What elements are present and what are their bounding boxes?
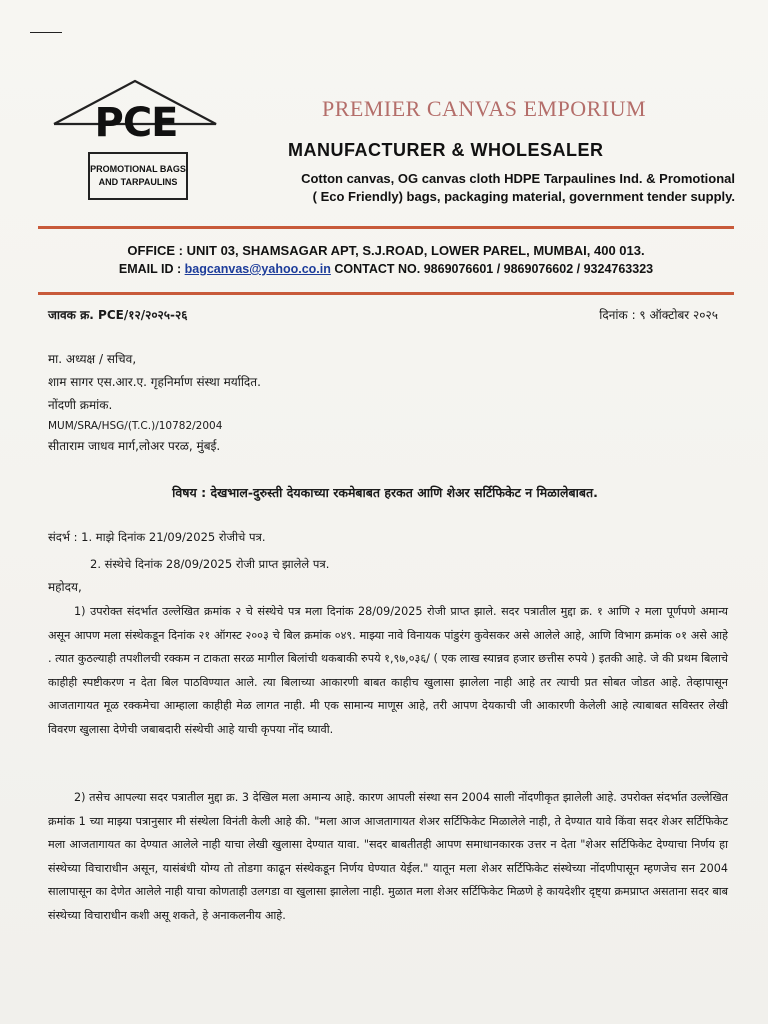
logo-box-line: AND TARPAULINS xyxy=(98,177,178,187)
page-mark xyxy=(30,32,62,33)
paragraph-text: 2) तसेच आपल्या सदर पत्रातील मुद्दा क्र. 3 देखिल मला अमान्य आहे. कारण आपली संस्था सन 2004 साली नोंदणीकृत झालेली आहे. उपरोक्त संदर्भात उल्लेखित क्रमांक 1 च्या माझ्या पत्रानुसार मी संस्थेला विनंती केली आहे की. "मला आज आजतागायत शेअर सर्टिफिकेट मिळालेले नाही, ते देण्यात यावे किंवा सदर शेअर सर्टिफिकेट मला आजतागायत का देण्यात आलेले नाही याचा लेखी खुलासा देण्यात यावा. "सदर बाबतीतही आपण समाधानकारक उत्तर न देता "शेअर सर्टिफिकेट देण्याचा निर्णय हा संस्थेच्या विचाराधीन असून, यासंबंधी योग्य तो तोडगा काढून संस्थेकडून निर्णय घेण्यात येईल." यातून मला शेअर सर्टिफिकेट संस्थेच्या नोंदणीपासून म्हणजेच सन 2004 सालापासून का देणेत आलेले नाही याचा कोणताही उलगडा वा खुलासा झालेला नाही. मुळात मला शेअर सर्टिफिकेट मिळणे हे कायदेशीर दृष्ट्या क्रमप्राप्त असताना सदर बाब संस्थेच्या विचाराधीन कशी असू शकते, हे अनाकलनीय आहे. xyxy=(48,791,728,922)
outward-ref-number: जावक क्र. PCE/१२/२०२५-२६ xyxy=(48,308,188,322)
header-divider xyxy=(38,292,734,295)
recipient-address xyxy=(48,348,261,458)
reference-item: 2. संस्थेचे दिनांक 28/09/2025 रोजी प्राप्त झालेले पत्र. xyxy=(90,557,330,571)
address-line: MUM/SRA/HSG/(T.C.)/10782/2004 xyxy=(48,420,223,432)
address-line: सीताराम जाधव मार्ग,लोअर परळ, मुंबई. xyxy=(48,439,221,453)
logo-box-line: PROMOTIONAL BAGS xyxy=(90,164,186,174)
logo-box xyxy=(88,152,188,200)
company-tagline: MANUFACTURER & WHOLESALER xyxy=(288,140,604,160)
company-name: PREMIER CANVAS EMPORIUM xyxy=(322,96,647,121)
description-line: ( Eco Friendly) bags, packaging material, government tender supply. xyxy=(312,189,735,204)
contact-line xyxy=(38,262,734,276)
description-line: Cotton canvas, OG canvas cloth HDPE Tarpaulines Ind. & Promotional xyxy=(301,171,735,186)
email-link[interactable]: bagcanvas@yahoo.co.in xyxy=(184,262,331,276)
logo-text: PCE xyxy=(94,100,178,146)
reference-item: संदर्भ : 1. माझे दिनांक 21/09/2025 रोजीचे पत्र. xyxy=(48,530,266,544)
address-line: शाम सागर एस.आर.ए. गृहनिर्माण संस्था मर्यादित. xyxy=(48,375,261,389)
letter-subject: विषय : देखभाल-दुरुस्ती देयकाच्या रकमेबाबत हरकत आणि शेअर सर्टिफिकेट न मिळालेबाबत. xyxy=(172,485,598,500)
salutation: महोदय, xyxy=(48,580,82,594)
letter-date: दिनांक : ९ ऑक्टोबर २०२५ xyxy=(599,308,718,322)
body-paragraph-2 xyxy=(48,786,728,927)
contact-numbers: CONTACT NO. 9869076601 / 9869076602 / 9324763323 xyxy=(330,262,654,276)
body-paragraph-1 xyxy=(48,600,728,741)
email-label: EMAIL ID : xyxy=(118,262,185,276)
references xyxy=(48,524,329,578)
address-line: मा. अध्यक्ष / सचिव, xyxy=(48,352,137,366)
company-logo xyxy=(48,76,223,206)
address-line: नोंदणी क्रमांक. xyxy=(48,398,113,412)
office-address: OFFICE : UNIT 03, SHAMSAGAR APT, S.J.ROAD, LOWER PAREL, MUMBAI, 400 013. xyxy=(127,243,645,258)
paragraph-text: 1) उपरोक्त संदर्भात उल्लेखित क्रमांक २ चे संस्थेचे पत्र मला दिनांक 28/09/2025 रोजी प्राप्त झाले. सदर पत्रातील मुद्दा क्र. १ आणि २ मला पूर्णपणे अमान्य असून आपण मला संस्थेकडून दिनांक २१ ऑगस्ट २००३ चे बिल क्रमांक ०४९. माझ्या नावे विनायक पांडुरंग कुवेसकर असे आलेले आहे, आणि विभाग क्रमांक ०१ असे आहे . त्यात कुठल्याही तपशीलची रक्कम न टाकता सरळ मागील बिलांची थकबाकी रुपये १,९७,०३६/ ( एक लाख स्यान्नव हजार छत्तीस रुपये ) इतकी आहे. जे की प्रथम बिलाचे काहीही स्पष्टीकरण न देता बिल पाठविण्यात आले. त्या बिलाच्या आकारणी बाबत काहीच खुलासा झालेला नाही आहे तर त्याची प्रत सोबत जोडत आहे. तेव्हापासून आजतागायत मूळ रक्कमेचा आम्हाला काहीही मेळ लागत नाही. मी एक सामान्य माणूस आहे, तरी आपण देयकाची जी आकारणी केलेली आहे त्याबाबत सविस्तर लेखी विवरण खुलासा देणेची जबाबदारी संस्थेची आहे याची कृपया नोंद घ्यावी. xyxy=(48,605,728,736)
header-divider xyxy=(38,226,734,229)
company-description xyxy=(235,170,735,206)
